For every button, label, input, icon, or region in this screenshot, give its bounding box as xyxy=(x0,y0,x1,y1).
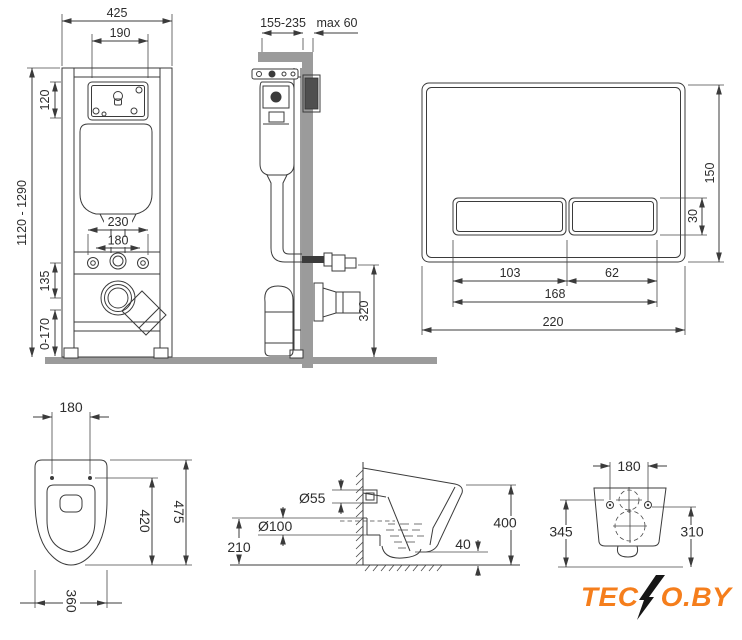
inlet-fitting xyxy=(332,255,345,271)
outlet-flange xyxy=(314,283,323,321)
outlet-socket xyxy=(101,281,135,315)
threaded-rod xyxy=(302,256,324,263)
flush-plate-view xyxy=(422,83,724,335)
bowl-profile xyxy=(363,468,462,552)
dim-outlet-axis-height: 210 xyxy=(227,539,251,555)
dim-button-height: 30 xyxy=(686,209,700,223)
small-flush-button xyxy=(569,198,657,235)
mounting-bolt-left xyxy=(88,258,99,269)
mounting-bolt-right xyxy=(138,258,149,269)
dim-small-button-width: 62 xyxy=(605,266,619,280)
dim-panel-height: 120 xyxy=(38,89,52,111)
ground-hatch xyxy=(365,565,442,571)
foot-left xyxy=(64,348,78,358)
flush-opening xyxy=(60,495,82,512)
seat-hole-right xyxy=(88,476,92,480)
dim-bottom-gap: 40 xyxy=(455,536,471,552)
dim-outlet-height: 320 xyxy=(357,300,371,322)
dim-depth-range: 155-235 xyxy=(260,16,306,30)
ceiling-slab xyxy=(258,52,313,62)
dim-height-right: 310 xyxy=(680,523,704,540)
floor-slab xyxy=(45,357,437,364)
dim-hole-spacing-back: 180 xyxy=(617,458,641,474)
flush-inlet-stub xyxy=(363,490,377,503)
bowl-top-view xyxy=(20,399,192,624)
dim-bolt-spacing-inner: 180 xyxy=(107,233,129,248)
dim-frame-inner-width: 190 xyxy=(109,26,131,40)
dim-frame-height-range: 1120 - 1290 xyxy=(15,180,29,246)
brand-logo-prefix: TEC xyxy=(580,582,639,612)
dim-plate-width: 220 xyxy=(542,315,564,329)
dim-bowl-height: 400 xyxy=(493,514,517,531)
water-hatch xyxy=(386,524,424,548)
dim-buttons-width: 168 xyxy=(544,287,566,301)
dim-feet-adjust: 0-170 xyxy=(38,318,52,350)
frame-front-view xyxy=(15,6,172,358)
outlet-bump xyxy=(617,546,637,557)
dim-wall-max: max 60 xyxy=(316,16,358,30)
dim-bolt-to-outlet: 135 xyxy=(38,270,52,292)
frame-side-view xyxy=(252,16,379,368)
seat-hole-left xyxy=(50,476,54,480)
bracket-pad xyxy=(305,78,318,109)
dim-bowl-length: 475 xyxy=(171,500,187,524)
brand-logo-suffix: O.BY xyxy=(660,582,731,612)
dim-hole-to-front: 420 xyxy=(137,509,153,533)
dim-hole-spacing-top: 180 xyxy=(59,399,83,415)
dim-outlet-diameter: Ø100 xyxy=(258,518,293,534)
big-flush-button xyxy=(453,198,566,235)
bowl-back-view xyxy=(548,458,706,567)
dim-height-left: 345 xyxy=(549,523,573,540)
cistern xyxy=(80,124,152,214)
dim-bolt-spacing-outer: 230 xyxy=(107,215,129,229)
dim-frame-width: 425 xyxy=(106,6,128,20)
dim-flush-pipe-diameter: Ø55 xyxy=(299,490,326,506)
wall-hatch xyxy=(356,470,363,564)
valve-knob xyxy=(271,92,282,103)
bowl-side-view xyxy=(227,462,520,576)
dim-plate-height: 150 xyxy=(703,162,717,184)
dim-big-button-width: 103 xyxy=(499,266,521,280)
p-trap xyxy=(265,286,293,356)
dim-bowl-width: 360 xyxy=(63,589,80,613)
foot-right xyxy=(154,348,168,358)
flush-bend-port xyxy=(110,253,126,269)
brand-logo xyxy=(582,582,742,632)
